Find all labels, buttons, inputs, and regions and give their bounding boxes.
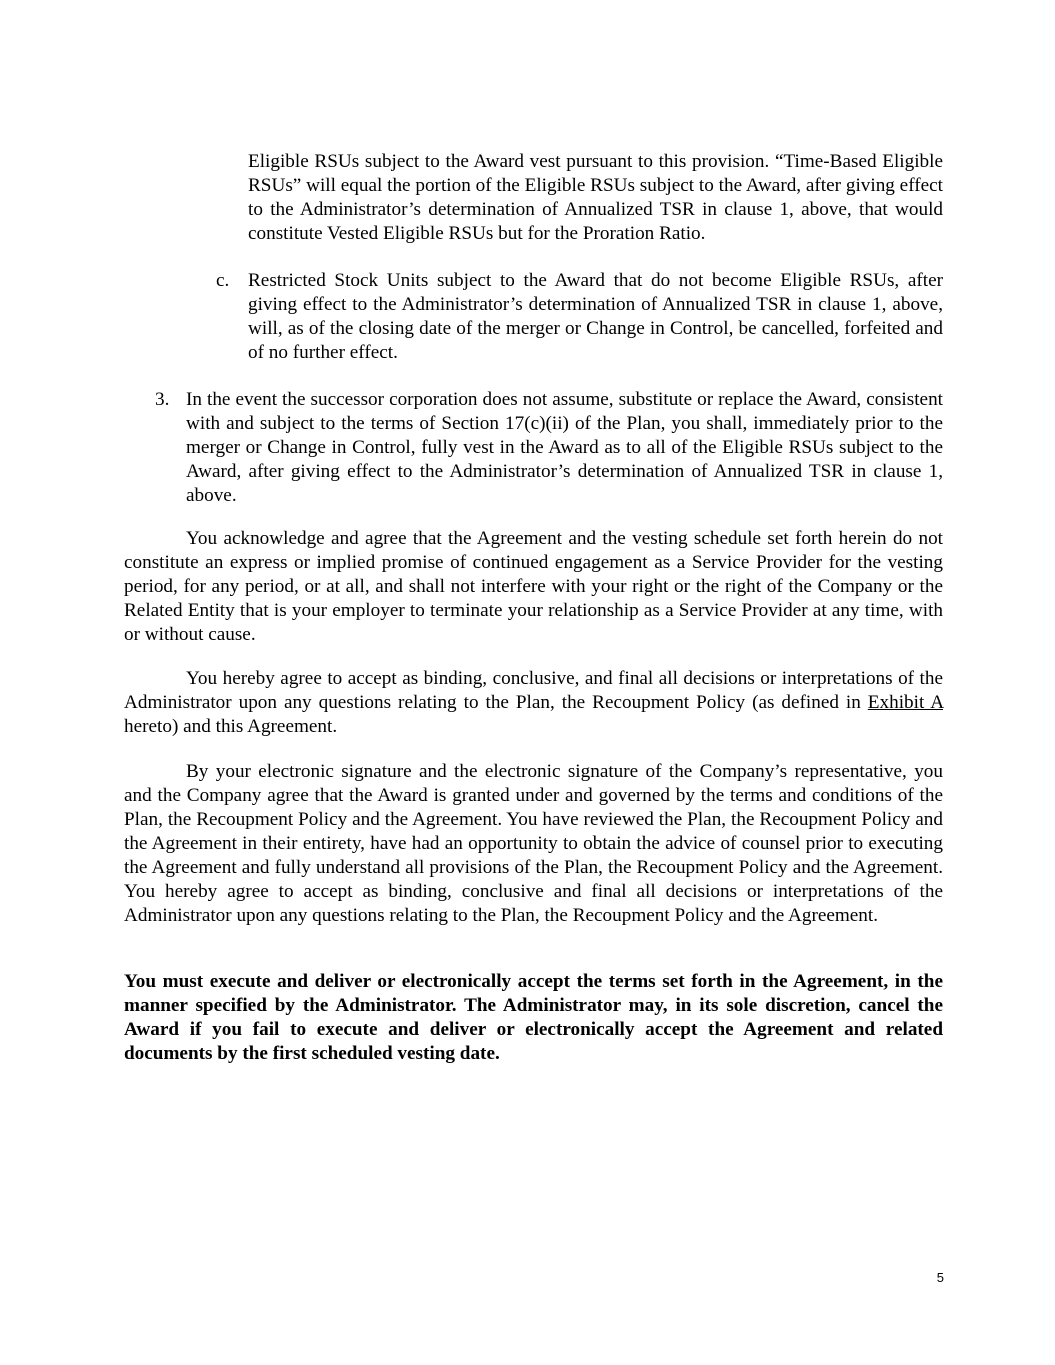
electronic-signature-paragraph: By your electronic signature and the electronic signature of the Company’s representative, you and the Company agree that the Award is granted under and governed by the terms and conditions of the Plan, the Recoupment Policy and the Agreement. You have reviewed the Plan, the Recoupment Policy and the Agreement in their entirety, have had an opportunity to obtain the advice of counsel prior to executing the Agreement and fully understand all provisions of the Plan, the Recoupment Policy and the Agreement. You hereby agree to accept as binding, conclusive and final all decisions or interpretations of the Administrator upon any questions relating to the Plan, the Recoupment Policy and the Agreement. [124,761,943,926]
clause-3-marker: 3. [155,389,170,410]
clause-b-continuation: Eligible RSUs subject to the Award vest pursuant to this provision. “Time-Based Eligible RSUs” will equal the portion of the Eligible RSUs subject to the Award, after giving effect to the Administrator’s determination of Annualized TSR in clause 1, above, that would constitute Vested Eligible RSUs but for the Proration Ratio. [248,151,943,244]
binding-text-after: hereto) and this Agreement. [124,716,338,737]
page-number: 5 [936,1270,944,1285]
clause-3-text: In the event the successor corporation does not assume, substitute or replace the Award, consistent with and subject to the terms of Section 17(c)(ii) of the Plan, you shall, immediately prior to the merger or Change in Control, fully vest in the Award as to all of the Eligible RSUs subject to the Award, after giving effect to the Administrator’s determination of Annualized TSR in clause 1, above. [186,389,943,506]
execution-notice-paragraph: You must execute and deliver or electronically accept the terms set forth in the Agreement, in the manner specified by the Administrator. The Administrator may, in its sole discretion, cancel the Award if you fail to execute and deliver or electronically accept the Agreement and related documents by the first scheduled vesting date. [124,971,943,1064]
acknowledgement-paragraph: You acknowledge and agree that the Agreement and the vesting schedule set forth herein do not constitute an express or implied promise of continued engagement as a Service Provider for the vesting period, for any period, or at all, and shall not interfere with your right or the right of the Company or the Related Entity that is your employer to terminate your relationship as a Service Provider at any time, with or without cause. [124,528,943,645]
clause-c-text: Restricted Stock Units subject to the Award that do not become Eligible RSUs, after giving effect to the Administrator’s determination of Annualized TSR in clause 1, above, will, as of the closing date of the merger or Change in Control, be cancelled, forfeited and of no further effect. [248,270,943,363]
exhibit-a-reference: Exhibit A [867,692,943,713]
binding-decisions-paragraph [124,667,943,739]
binding-text-before: You hereby agree to accept as binding, conclusive, and final all decisions or interpretations of the Administrator upon any questions relating to the Plan, the Recoupment Policy (as defined in [124,668,943,713]
clause-c-marker: c. [216,270,230,291]
